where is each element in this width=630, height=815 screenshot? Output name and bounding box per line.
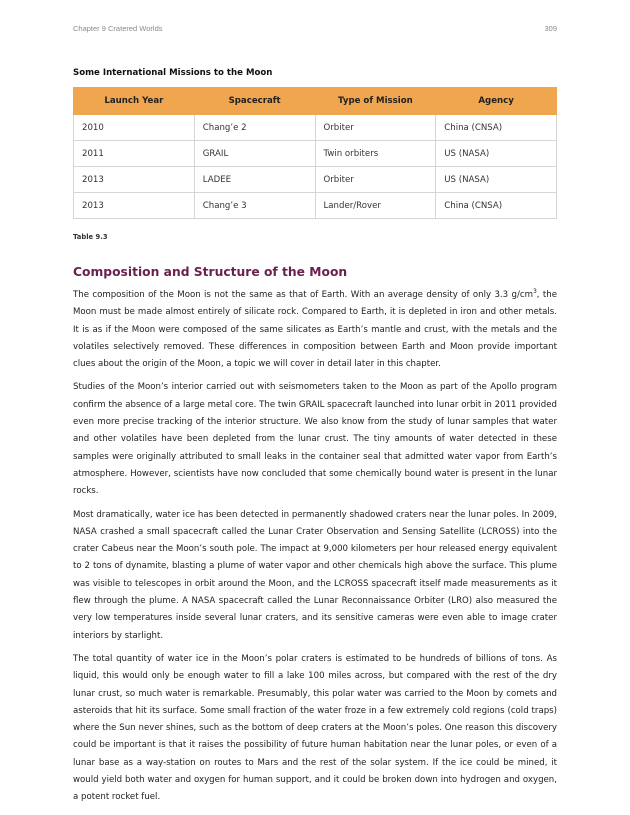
column-header-mission-type: Type of Mission (315, 88, 436, 115)
paragraph-1-text-a: The composition of the Moon is not the same as that of Earth. With an average density of only 3.3 g/cm (73, 290, 533, 300)
table-cell: 2013 (74, 193, 195, 219)
paragraph-3: Most dramatically, water ice has been detected in permanently shadowed craters near the lunar poles. In 2009, NASA crashed a small spacecraft called the Lunar Crater Observation and Sensing Satellite (LCROSS) into the crater Cabeus near the Moon’s south pole. The impact at 9,000 kilometers per hour released energy equivalent to 2 tons of dynamite, blasting a plume of water vapor and other chemicals high above the surface. This plume was visible to telescopes in orbit around the Moon, and the LCROSS spacecraft itself made measurements as it flew through the plume. A NASA spacecraft called the Lunar Reconnaissance Orbiter (LRO) also measured the very low temperatures inside several lunar craters, and its sensitive cameras were even able to image crater interiors by starlight. (73, 509, 557, 641)
table-cell: Orbiter (315, 115, 436, 141)
column-header-launch-year: Launch Year (74, 88, 195, 115)
table-cell: 2011 (74, 141, 195, 167)
page-content (73, 68, 557, 813)
table-cell: Orbiter (315, 167, 436, 193)
table-cell: US (NASA) (436, 141, 557, 167)
missions-table (73, 87, 557, 219)
table-cell: Chang’e 3 (194, 193, 315, 219)
chapter-title: Chapter 9 Cratered Worlds (73, 24, 163, 33)
table-header-row (74, 88, 557, 115)
superscript-exponent: 3 (532, 288, 537, 296)
table-row (74, 167, 557, 193)
table-caption: Table 9.3 (73, 233, 108, 241)
table-title: Some International Missions to the Moon (73, 68, 273, 78)
table-row (74, 193, 557, 219)
table-cell: China (CNSA) (436, 193, 557, 219)
table-row (74, 141, 557, 167)
section-heading: Composition and Structure of the Moon (73, 265, 348, 279)
table-cell: Lander/Rover (315, 193, 436, 219)
paragraph-1 (73, 287, 557, 373)
page-header (73, 24, 557, 33)
page-number: 309 (544, 24, 557, 33)
table-cell: Chang’e 2 (194, 115, 315, 141)
table-cell: Twin orbiters (315, 141, 436, 167)
paragraph-4: The total quantity of water ice in the Moon’s polar craters is estimated to be hundreds of billions of tons. As liquid, this would only be enough water to fill a lake 100 miles across, but compared with the rest of the dry lunar crust, so much water is remarkable. Presumably, this polar water was carried to the Moon by comets and asteroids that hit its surface. Some small fraction of the water froze in a few extremely cold regions (cold traps) where the Sun never shines, such as the bottom of deep craters at the Moon’s poles. One reason this discovery could be important is that it raises the possibility of future human habitation near the lunar poles, or even of a lunar base as a way-station on routes to Mars and the rest of the solar system. If the ice could be mined, it would yield both water and oxygen for human support, and it could be broken down into hydrogen and oxygen, a potent rocket fuel. (73, 653, 557, 803)
table-cell: China (CNSA) (436, 115, 557, 141)
column-header-spacecraft: Spacecraft (194, 88, 315, 115)
column-header-agency: Agency (436, 88, 557, 115)
table-cell: GRAIL (194, 141, 315, 167)
table-cell: US (NASA) (436, 167, 557, 193)
table-cell: 2010 (74, 115, 195, 141)
table-cell: LADEE (194, 167, 315, 193)
table-row (74, 115, 557, 141)
table-cell: 2013 (74, 167, 195, 193)
paragraph-2: Studies of the Moon’s interior carried out with seismometers taken to the Moon as part of the Apollo program confirm the absence of a large metal core. The twin GRAIL spacecraft launched into lunar orbit in 2011 provided even more precise tracking of the interior structure. We also know from the study of lunar samples that water and other volatiles have been depleted from the lunar crust. The tiny amounts of water detected in these samples were originally attributed to small leaks in the container seal that admitted water vapor from Earth’s atmosphere. However, scientists have now concluded that some chemically bound water is present in the lunar rocks. (73, 382, 557, 497)
paragraph-1-text-b: , the Moon must be made almost entirely of silicate rock. Compared to Earth, it is depleted in iron and other metals. It is as if the Moon were composed of the same silicates as Earth’s mantle and crust, with the metals and the volatiles selectively removed. These differences in composition between Earth and Moon provide important clues about the origin of the Moon, a topic we will cover in detail later in this chapter. (73, 290, 557, 370)
